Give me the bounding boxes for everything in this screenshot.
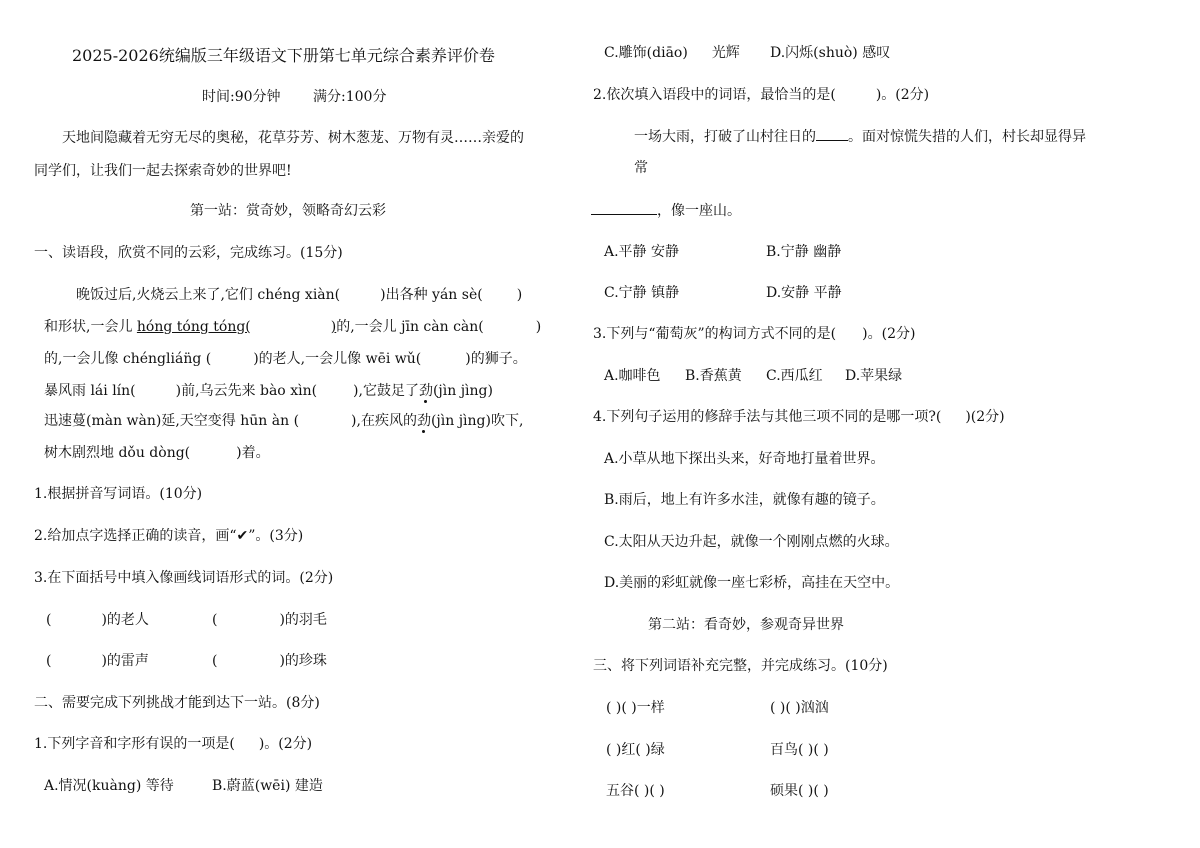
- idiom-2: ( )( )汹汹: [770, 700, 829, 716]
- exam-score: 满分:100分: [313, 89, 387, 105]
- fill-item-2: [212, 611, 327, 629]
- part-2-question-3: [593, 325, 915, 343]
- part-3-heading: 三、将下列词语补充完整，并完成练习。(10分): [593, 658, 888, 674]
- passage-text: 一场大雨，打破了山村往日的: [634, 129, 816, 145]
- passage-text: )着。: [236, 445, 270, 461]
- passage-text: 的,一会儿像 chénglián̈g (: [44, 351, 212, 367]
- answer-blank: [816, 127, 848, 141]
- intro-line-2: 同学们，让我们一起去探索奇妙的世界吧!: [34, 163, 292, 179]
- option-3c: C.西瓜红: [766, 368, 823, 384]
- option-text: C.雕饰(diāo): [604, 45, 688, 61]
- passage-text: ),在疾风的: [351, 413, 417, 429]
- passage-text: 迅速蔓(màn wàn)延,天空变得 hūn àn (: [44, 413, 300, 429]
- idiom-1: ( )( )一样: [606, 700, 665, 716]
- option-2d: D.安静 平静: [766, 285, 842, 301]
- option-3d: D.苹果绿: [845, 368, 903, 384]
- bracket-open: (: [46, 653, 52, 669]
- passage-line-4: [44, 382, 493, 400]
- question-text: )。(2分): [862, 326, 916, 342]
- passage-text: (jìn jìng): [432, 383, 493, 399]
- fill-item-text: )的老人: [101, 612, 149, 628]
- passage-text: 。面对惊慌失措的人们，村长却显得异: [848, 129, 1086, 145]
- fill-item-text: )的羽毛: [279, 612, 327, 628]
- passage-text: )的狮子。: [465, 351, 527, 367]
- fill-item-1: [46, 611, 149, 629]
- passage-text: ): [516, 287, 523, 303]
- part-1-question-3: 3.在下面括号中填入像画线词语形式的词。(2分): [34, 570, 334, 586]
- option-4d: D.美丽的彩虹就像一座七彩桥，高挂在天空中。: [604, 575, 900, 591]
- option-text: 光辉: [711, 45, 740, 61]
- underlined-pinyin: hóng tóng tóng(: [136, 319, 251, 335]
- station-1-title: 第一站：赏奇妙，领略奇幻云彩: [190, 203, 386, 219]
- fill-item-4: [212, 652, 327, 670]
- passage-text: ): [535, 319, 542, 335]
- bracket-open: (: [212, 653, 218, 669]
- passage-line-3: [44, 350, 527, 368]
- question-text: 1.下列字音和字形有误的一项是(: [34, 736, 235, 752]
- option-4a: A.小草从地下探出头来，好奇地打量着世界。: [604, 451, 885, 467]
- question-text: )。(2分): [258, 736, 313, 752]
- question-text: 3.下列与“葡萄灰”的构词方式不同的是(: [593, 326, 837, 342]
- page-title: 2025-2026统编版三年级语文下册第七单元综合素养评价卷: [72, 46, 495, 65]
- part-1-question-1: 1.根据拼音写词语。(10分): [34, 486, 203, 502]
- underlined-close: ): [330, 319, 337, 335]
- station-2-title: 第二站：看奇妙，参观奇异世界: [648, 617, 844, 633]
- fill-item-3: [46, 652, 149, 670]
- passage-text: ，像一座山。: [657, 203, 741, 219]
- option-1c: [604, 44, 740, 62]
- dotted-char: 劲: [416, 413, 431, 429]
- exam-time: 时间:90分钟: [202, 89, 281, 105]
- question-text: )(2分): [965, 409, 1005, 425]
- fill-item-text: )的雷声: [101, 653, 149, 669]
- part-1-heading: 一、读语段，欣赏不同的云彩，完成练习。(15分): [34, 245, 343, 261]
- q2-passage-line-1: [634, 127, 1086, 146]
- passage-text: )的老人,一会儿像 wēi wǔ(: [253, 351, 422, 367]
- part-2-question-4: [593, 408, 1005, 426]
- passage-text: 暴风雨 lái lín(: [44, 383, 136, 399]
- idiom-3: ( )红( )绿: [606, 742, 665, 758]
- bracket-open: (: [46, 612, 52, 628]
- option-2c: C.宁静 镇静: [604, 285, 680, 301]
- option-1a: A.情况(kuàng) 等待: [44, 778, 174, 794]
- part-2-question-2: [593, 86, 929, 104]
- option-3b: B.香蕉黄: [685, 368, 742, 384]
- option-1b: B.蔚蓝(wēi) 建造: [212, 778, 323, 794]
- question-text: 2.依次填入语段中的词语，最恰当的是(: [593, 87, 836, 103]
- passage-text: 树木剧烈地 dǒu dòng(: [44, 445, 191, 461]
- idiom-6: 硕果( )( ): [770, 783, 829, 799]
- bracket-open: (: [212, 612, 218, 628]
- passage-line-1: [76, 286, 522, 304]
- q2-passage-line-2: 常: [634, 160, 648, 176]
- passage-line-6: [44, 444, 270, 462]
- part-1-question-2: 2.给加点字选择正确的读音，画“✔”。(3分): [34, 528, 304, 544]
- answer-blank: [591, 201, 657, 215]
- passage-text: ),它鼓足了: [353, 383, 419, 399]
- underlined-word: [137, 319, 336, 335]
- question-text: )。(2分): [875, 87, 930, 103]
- option-2a: A.平静 安静: [604, 244, 680, 260]
- idiom-5: 五谷( )( ): [606, 783, 665, 799]
- part-2-heading: 二、需要完成下列挑战才能到达下一站。(8分): [34, 695, 320, 711]
- passage-text: 晚饭过后,火烧云上来了,它们 chéng xiàn(: [76, 287, 341, 303]
- passage-line-2: [44, 318, 541, 336]
- question-text: 4.下列句子运用的修辞手法与其他三项不同的是哪一项?(: [593, 409, 942, 425]
- option-3a: A.咖啡色: [604, 368, 661, 384]
- idiom-4: 百鸟( )( ): [770, 742, 829, 758]
- option-2b: B.宁静 幽静: [766, 244, 842, 260]
- option-1d: D.闪烁(shuò) 感叹: [770, 45, 891, 61]
- passage-text: )出各种 yán sè(: [380, 287, 483, 303]
- dotted-char: 劲: [418, 383, 433, 399]
- option-4b: B.雨后，地上有许多水洼，就像有趣的镜子。: [604, 492, 885, 508]
- passage-text: (jìn jìng)吹下,: [430, 413, 524, 429]
- passage-text: )前,乌云先来 bào xìn(: [175, 383, 318, 399]
- passage-text: 和形状,一会儿: [44, 319, 137, 335]
- intro-line-1: 天地间隐藏着无穷无尽的奥秘，花草芬芳、树木葱茏、万物有灵……亲爱的: [62, 130, 524, 146]
- q2-passage-line-3: [591, 201, 741, 220]
- option-4c: C.太阳从天边升起，就像一个刚刚点燃的火球。: [604, 534, 899, 550]
- part-2-question-1: [34, 735, 312, 753]
- fill-item-text: )的珍珠: [279, 653, 327, 669]
- passage-line-5: [44, 412, 523, 430]
- passage-text: 的,一会儿 jīn càn càn(: [336, 319, 484, 335]
